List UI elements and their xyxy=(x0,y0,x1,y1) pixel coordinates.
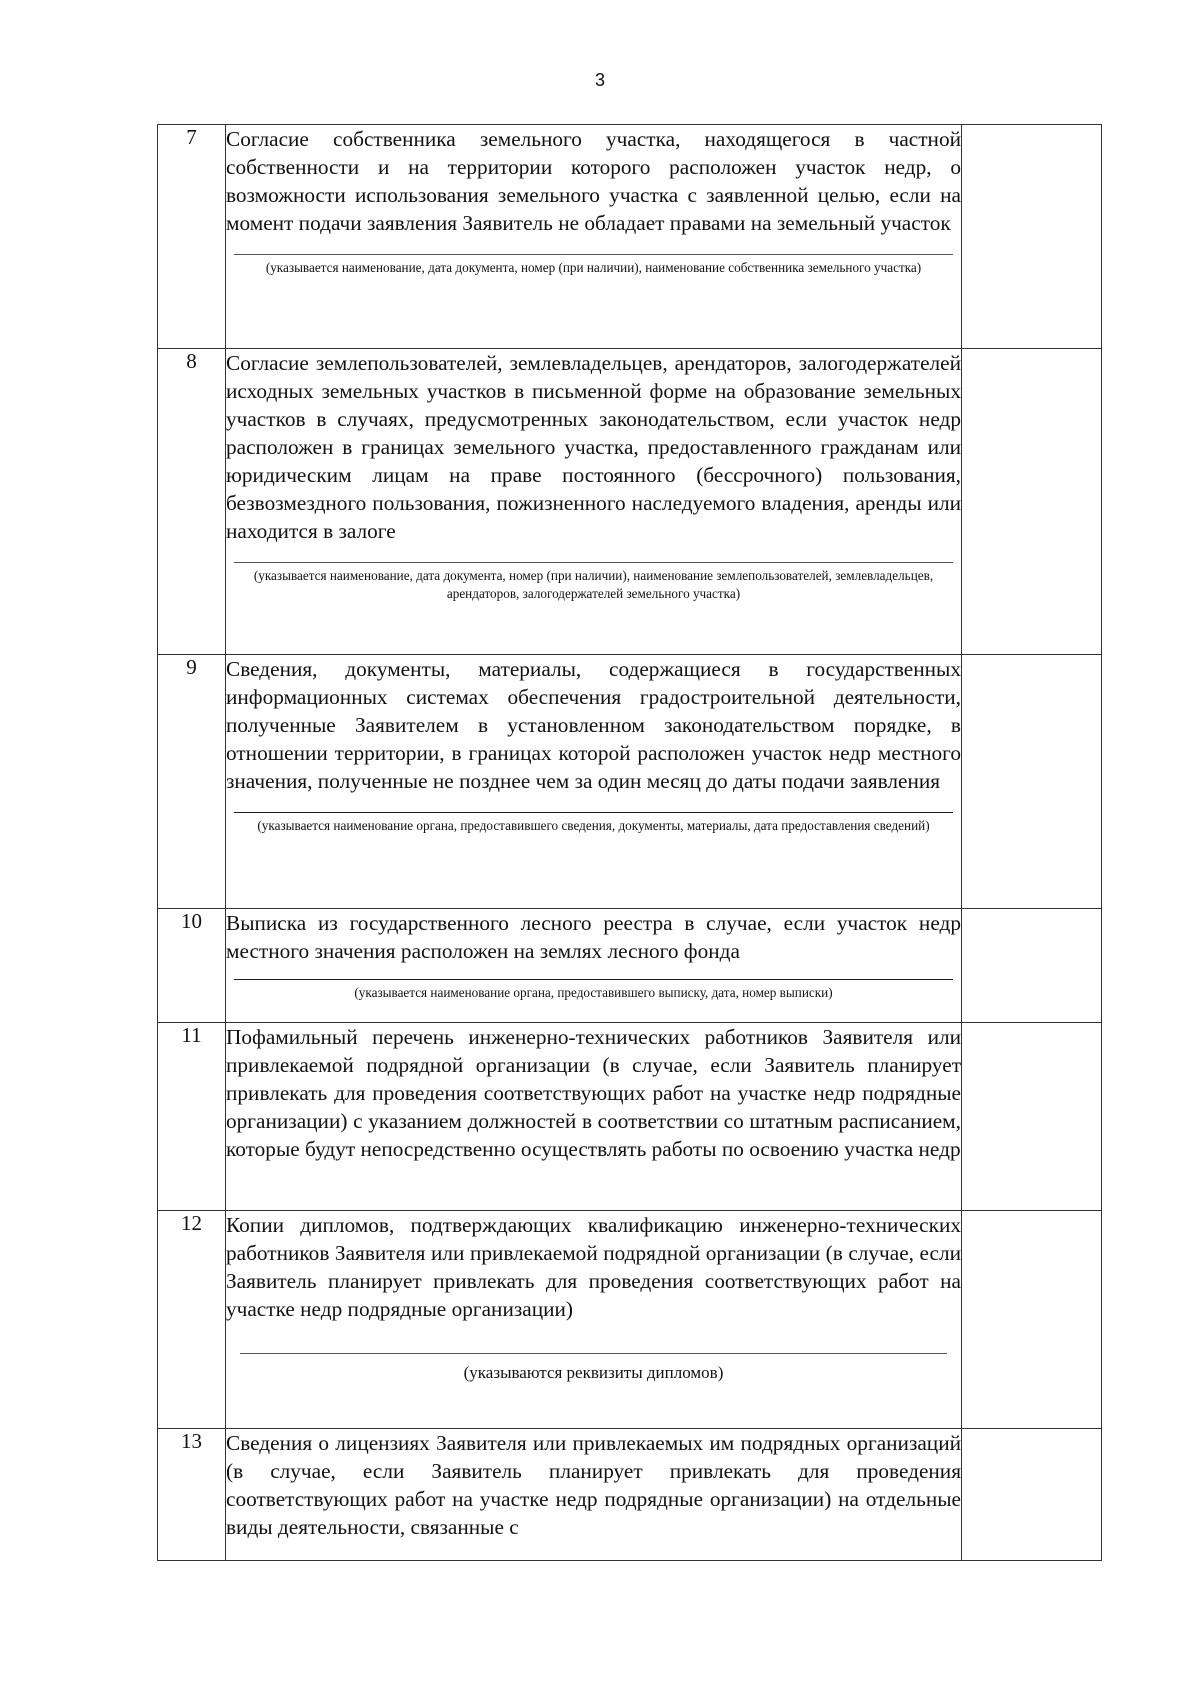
row-number: 8 xyxy=(158,349,226,655)
fill-in-hint: (указывается наименование, дата документа, номер (при наличии), наименование собственника земельного участка) xyxy=(265,260,922,275)
row-description-cell xyxy=(226,655,962,909)
row-description-cell xyxy=(226,125,962,349)
row-description: Сведения, документы, материалы, содержащиеся в государственных информационных системах обеспечения градостроительной деятельности, полученные Заявителем в установленном законодательством порядке, в отношении территории, в границах которой расположен участок недр местного значения, полученные не позднее чем за один месяц до даты подачи заявления xyxy=(226,657,961,793)
row-description: Выписка из государственного лесного реестра в случае, если участок недр местного значения расположен на землях лесного фонда xyxy=(226,911,961,963)
row-mark-cell xyxy=(962,909,1102,1023)
row-description: Копии дипломов, подтверждающих квалификацию инженерно-технических работников Заявителя или привлекаемой подрядной организации (в случае, если Заявитель планирует привлекать для проведения соответствующих работ на участке недр подрядные организации) xyxy=(226,1213,961,1321)
table-row xyxy=(158,1429,1102,1561)
row-number: 12 xyxy=(158,1211,226,1429)
row-description-cell xyxy=(226,1429,962,1561)
row-mark-cell xyxy=(962,349,1102,655)
documents-table xyxy=(157,124,1102,1561)
row-description-cell xyxy=(226,909,962,1023)
row-mark-cell xyxy=(962,655,1102,909)
table-row xyxy=(158,1211,1102,1429)
row-mark-cell xyxy=(962,1211,1102,1429)
row-number: 10 xyxy=(158,909,226,1023)
row-mark-cell xyxy=(962,1429,1102,1561)
row-description-cell xyxy=(226,1023,962,1211)
page-number: 3 xyxy=(594,70,605,90)
row-number: 7 xyxy=(158,125,226,349)
row-description: Пофамильный перечень инженерно-технических работников Заявителя или привлекаемой подрядной организации (в случае, если Заявитель планирует привлекать для проведения соответствующих работ на участке недр подрядные организации) с указанием должностей в соответствии со штатным расписанием, которые будут непосредственно осуществлять работы по освоению участка недр xyxy=(226,1025,961,1161)
row-description: Сведения о лицензиях Заявителя или привлекаемых им подрядных организаций (в случае, если Заявитель планирует привлекать для проведения соответствующих работ на участке недр подрядные организации) на отдельные виды деятельности, связанные с xyxy=(226,1431,961,1539)
row-mark-cell xyxy=(962,125,1102,349)
fill-in-hint: (указывается наименование органа, предоставившего сведения, документы, материалы, дата предоставления сведений) xyxy=(257,818,930,833)
table-row xyxy=(158,655,1102,909)
row-mark-cell xyxy=(962,1023,1102,1211)
row-description-cell xyxy=(226,349,962,655)
row-number: 13 xyxy=(158,1429,226,1561)
fill-in-hint: (указывается наименование органа, предоставившего выписку, дата, номер выписки) xyxy=(354,985,833,1000)
row-description-cell xyxy=(226,1211,962,1429)
row-number: 9 xyxy=(158,655,226,909)
fill-in-hint: (указывается наименование, дата документа, номер (при наличии), наименование землепользователей, землевладельцев, арендаторов, залогодержателей земельного участка) xyxy=(253,568,934,601)
table-row xyxy=(158,349,1102,655)
fill-in-hint: (указываются реквизиты дипломов) xyxy=(463,1363,724,1382)
row-description: Согласие землепользователей, землевладельцев, арендаторов, залогодержателей исходных земельных участков в письменной форме на образование земельных участков в случаях, предусмотренных законодательством, если участок недр расположен в границах земельного участка, предоставленного гражданам или юридическим лицам на праве постоянного (бессрочного) пользования, безвозмездного пользования, пожизненного наследуемого владения, аренды или находится в залоге xyxy=(226,351,961,543)
table-row xyxy=(158,1023,1102,1211)
row-number: 11 xyxy=(158,1023,226,1211)
table-row xyxy=(158,125,1102,349)
table-row xyxy=(158,909,1102,1023)
row-description: Согласие собственника земельного участка, находящегося в частной собственности и на территории которого расположен участок недр, о возможности использования земельного участка с заявленной целью, если на момент подачи заявления Заявитель не обладает правами на земельный участок xyxy=(226,127,961,235)
